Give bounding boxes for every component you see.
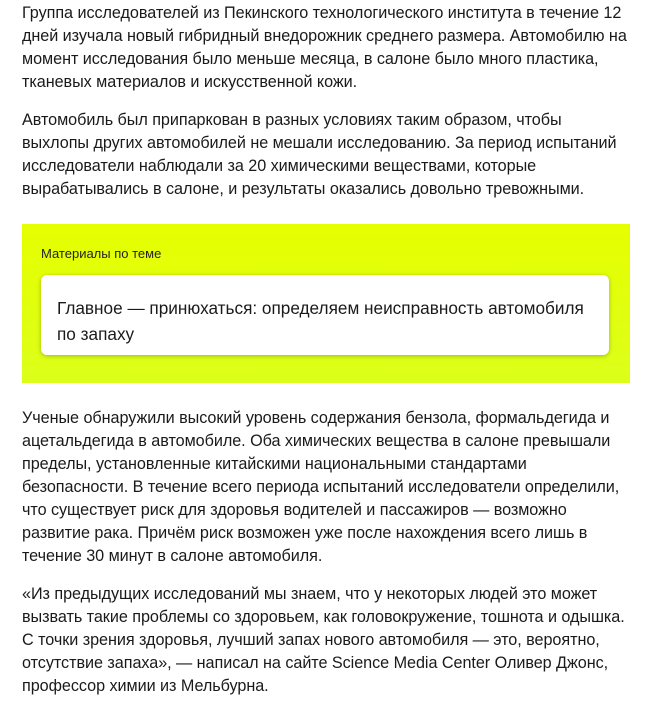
article-quote-paragraph: «Из предыдущих исследований мы знаем, что у некоторых людей это может вызвать такие проблемы со здоровьем, как головокружение, тошнота и одышка. С точки зрения здоровья, лучший запах нового автомобиля — это, вероятно, отсутствие запаха», — написал на сайте Science Media Center Оливер Джонс, профессор химии из Мельбурна.	[22, 585, 625, 695]
article-paragraph: Автомобиль был припаркован в разных условиях таким образом, чтобы выхлопы других автомобилей не мешали исследованию. За период испытаний исследователи наблюдали за 20 химическими веществами, которые вырабатывались в салоне, и результаты оказались довольно тревожными.	[22, 111, 617, 198]
related-article-card[interactable]	[41, 275, 609, 355]
related-materials-label: Материалы по теме	[41, 246, 162, 261]
article-paragraph: Ученые обнаружили высокий уровень содержания бензола, формальдегида и ацетальдегида в автомобиле. Оба химических вещества в салоне превышали пределы, установленные китайскими национальными стандартами безопасности. В течение всего периода испытаний исследователи определили, что существует риск для здоровья водителей и пассажиров — возможно развитие рака. Причём риск возможен уже после нахождения всего лишь в течение 30 минут в салоне автомобиля.	[22, 409, 620, 565]
article-paragraph: Группа исследователей из Пекинского технологического института в течение 12 дней изучала новый гибридный внедорожник среднего размера. Автомобилю на момент исследования было меньше месяца, в салоне было много пластика, тканевых материалов и искусственной кожи.	[22, 4, 627, 91]
related-materials-block	[22, 224, 630, 383]
related-article-link[interactable]: Главное — принюхаться: определяем неисправность автомобиля по запаху	[57, 298, 584, 344]
